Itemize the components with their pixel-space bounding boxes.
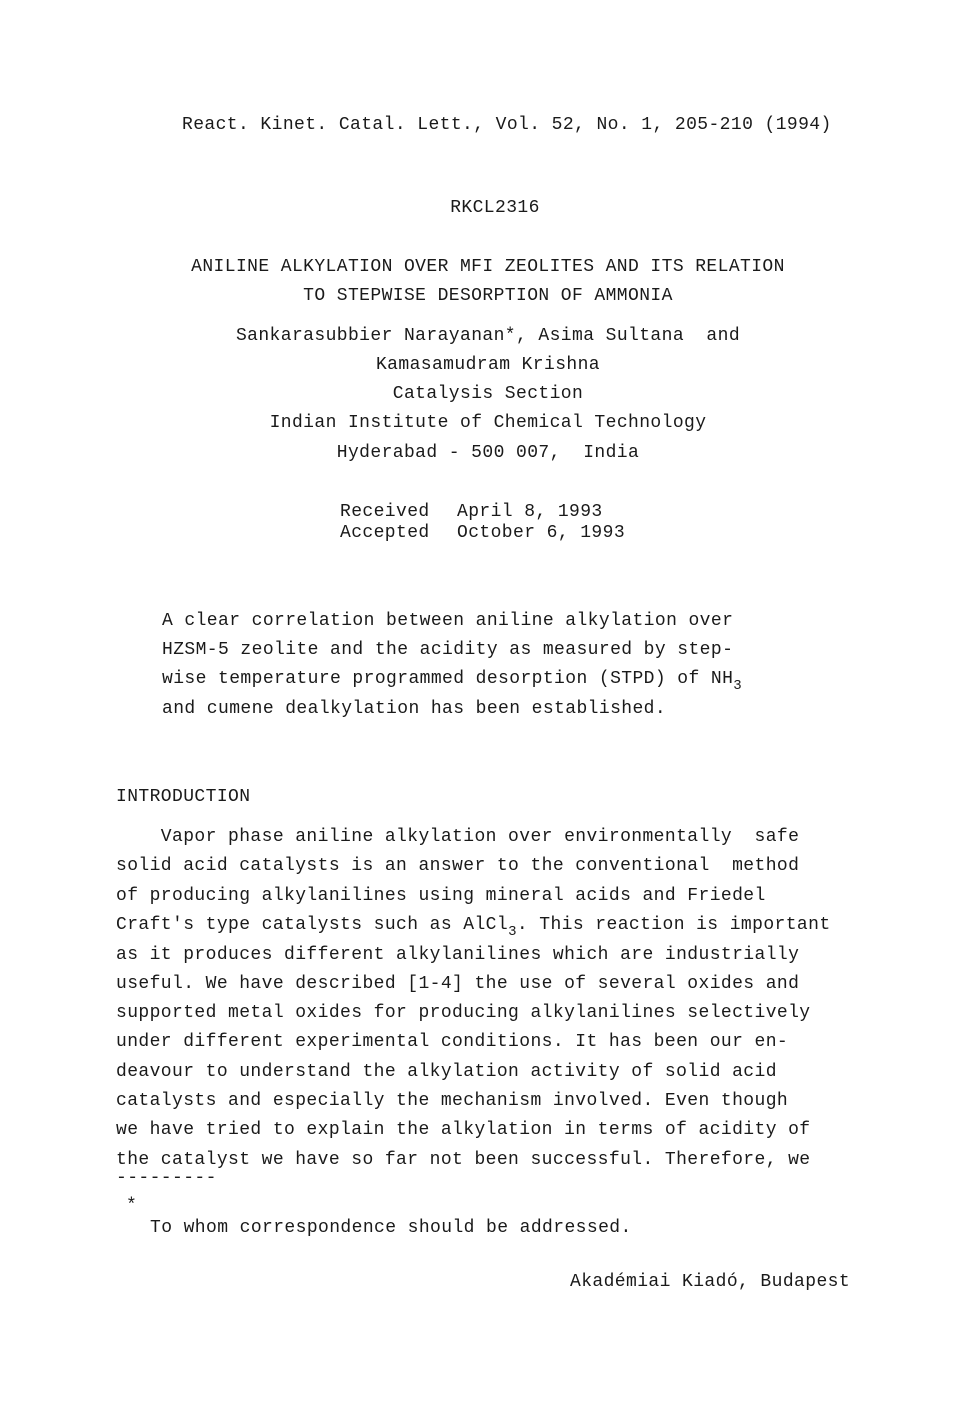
abstract-line-3 xyxy=(162,669,743,694)
affiliation-section: Catalysis Section xyxy=(392,384,584,404)
intro-line-11: we have tried to explain the alkylation in terms of acidity of xyxy=(116,1120,811,1140)
intro-line-4 xyxy=(116,915,831,940)
abstract-line-4: and cumene dealkylation has been established. xyxy=(162,699,667,719)
journal-citation: React. Kinet. Catal. Lett., Vol. 52, No. 1, 205-210 (1994) xyxy=(182,115,832,135)
received-label: Received xyxy=(340,502,430,522)
accepted-label: Accepted xyxy=(340,523,430,543)
received-date: April 8, 1993 xyxy=(457,502,603,522)
title-line-2: TO STEPWISE DESORPTION OF AMMONIA xyxy=(303,286,673,306)
intro-line-12: the catalyst we have so far not been successful. Therefore, we xyxy=(116,1150,811,1170)
dates-block xyxy=(340,502,625,544)
intro-line-5: as it produces different alkylanilines which are industrially xyxy=(116,945,800,965)
subscript-3: 3 xyxy=(733,678,743,694)
footnote-text: To whom correspondence should be addressed. xyxy=(150,1218,632,1238)
intro-line-6: useful. We have described [1-4] the use of several oxides and xyxy=(116,974,800,994)
accepted-date: October 6, 1993 xyxy=(457,523,626,543)
intro-line-4-rest: . This reaction is important xyxy=(516,915,831,935)
subscript-3-alcl: 3 xyxy=(508,924,517,940)
footnote-rule: --------- xyxy=(116,1168,217,1188)
accepted-row xyxy=(340,523,625,544)
authors-line-1: Sankarasubbier Narayanan*, Asima Sultana and xyxy=(235,326,741,346)
intro-line-9: deavour to understand the alkylation activity of solid acid xyxy=(116,1062,777,1082)
intro-line-8: under different experimental conditions. It has been our en- xyxy=(116,1032,789,1052)
intro-line-3: of producing alkylanilines using mineral acids and Friedel xyxy=(116,886,766,906)
intro-line-1: Vapor phase aniline alkylation over environmentally safe xyxy=(116,827,800,847)
publisher-name: Akadémiai Kiadó, Budapest xyxy=(570,1272,851,1292)
abstract-line-1: A clear correlation between aniline alkylation over xyxy=(162,611,734,631)
intro-line-7: supported metal oxides for producing alkylanilines selectively xyxy=(116,1003,811,1023)
intro-line-10: catalysts and especially the mechanism involved. Even though xyxy=(116,1091,789,1111)
affiliation-city: Hyderabad - 500 007, India xyxy=(336,443,640,463)
received-row xyxy=(340,502,625,523)
title-line-1: ANILINE ALKYLATION OVER MFI ZEOLITES AND ITS RELATION xyxy=(191,257,785,277)
introduction-heading: INTRODUCTION xyxy=(116,787,251,807)
abstract-line-3-text: wise temperature programmed desorption (STPD) of NH xyxy=(162,669,734,689)
intro-line-4-text: Craft's type catalysts such as AlCl xyxy=(116,915,509,935)
affiliation-institute: Indian Institute of Chemical Technology xyxy=(269,413,707,433)
abstract-line-2: HZSM-5 zeolite and the acidity as measured by step- xyxy=(162,640,734,660)
authors-line-2: Kamasamudram Krishna xyxy=(375,355,601,375)
article-code: RKCL2316 xyxy=(450,198,540,218)
intro-line-2: solid acid catalysts is an answer to the conventional method xyxy=(116,856,800,876)
footnote-marker: * xyxy=(126,1196,138,1216)
